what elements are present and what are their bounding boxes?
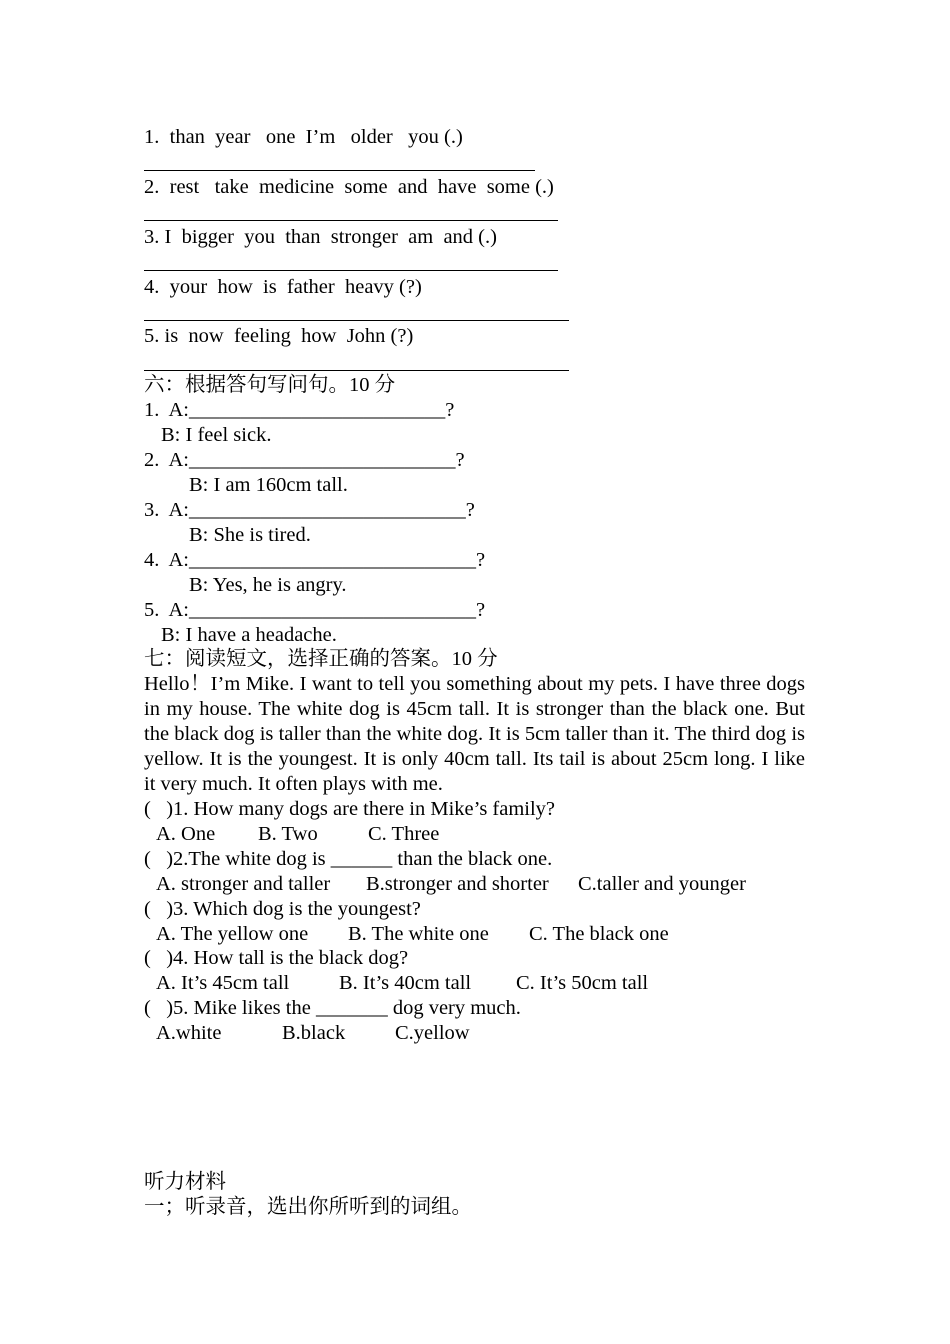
answer-line-4[interactable] [144,320,569,321]
option-5c[interactable]: C.yellow [395,1022,470,1044]
q-end: ? [455,449,465,471]
section6-a2: B: I am 160cm tall. [189,474,348,496]
option-3c[interactable]: C. The black one [529,923,669,945]
ordering-item-3: 3. I bigger you than stronger am and (.) [144,226,497,248]
option-1b[interactable]: B. Two [258,823,318,845]
section6-a1: B: I feel sick. [161,424,272,446]
q-label: 5. A: [144,599,189,621]
question-5: ( )5. Mike likes the _______ dog very much. [144,997,521,1019]
q-label: 1. A: [144,399,189,421]
answer-line-5[interactable] [144,370,569,371]
answer-blank[interactable]: __________________________ [189,449,456,471]
answer-line-3[interactable] [144,270,558,271]
section6-q4 [144,548,485,573]
section6-a5: B: I have a headache. [161,624,337,646]
answer-blank[interactable]: _________________________ [189,399,446,421]
section6-q2 [144,448,465,473]
q-label: 4. A: [144,549,189,571]
option-3b[interactable]: B. The white one [348,923,489,945]
q-end: ? [445,399,455,421]
option-1c[interactable]: C. Three [368,823,440,845]
option-1a[interactable]: A. One [156,823,216,845]
option-2a[interactable]: A. stronger and taller [156,873,331,895]
q-label: 2. A: [144,449,189,471]
section6-heading: 六：根据答句写问句。10 分 [144,374,396,396]
answer-blank[interactable]: ____________________________ [189,599,476,621]
option-4c[interactable]: C. It’s 50cm tall [516,972,649,994]
option-2c[interactable]: C.taller and younger [578,873,746,895]
listening-item-1: 一；听录音，选出你所听到的词组。 [144,1196,472,1218]
section6-q5 [144,598,485,623]
q-label: 3. A: [144,499,189,521]
question-4: ( )4. How tall is the black dog? [144,947,409,969]
answer-line-2[interactable] [144,220,558,221]
question-2: ( )2.The white dog is ______ than the black one. [144,848,553,870]
ordering-item-4: 4. your how is father heavy (?) [144,276,422,298]
option-4b[interactable]: B. It’s 40cm tall [339,972,472,994]
ordering-item-5: 5. is now feeling how John (?) [144,325,414,347]
section7-heading: 七：阅读短文，选择正确的答案。10 分 [144,648,498,670]
answer-blank[interactable]: ____________________________ [189,549,476,571]
question-1: ( )1. How many dogs are there in Mike’s family? [144,798,556,820]
section6-q1 [144,398,454,423]
option-5a[interactable]: A.white [156,1022,222,1044]
answer-blank[interactable]: ___________________________ [189,499,466,521]
q-end: ? [476,549,486,571]
ordering-item-1: 1. than year one I’m older you (.) [144,126,463,148]
answer-line-1[interactable] [144,170,535,171]
option-3a[interactable]: A. The yellow one [156,923,309,945]
reading-passage: Hello！I’m Mike. I want to tell you something about my pets. I have three dogs in my house. The white dog is 45cm tall. It is stronger than the black one. But the black dog is taller than the white dog. It is 5cm taller than it. The third dog is yellow. It is the youngest. It is only 40cm tall. Its tail is about 25cm long. I like it very much. It often plays with me. [144,673,805,795]
q-end: ? [476,599,486,621]
listening-title: 听力材料 [144,1171,226,1193]
option-4a[interactable]: A. It’s 45cm tall [156,972,290,994]
section6-a3: B: She is tired. [189,524,311,546]
ordering-item-2: 2. rest take medicine some and have some (.) [144,176,554,198]
question-3: ( )3. Which dog is the youngest? [144,898,421,920]
option-5b[interactable]: B.black [282,1022,346,1044]
q-end: ? [465,499,475,521]
section6-q3 [144,498,475,523]
option-2b[interactable]: B.stronger and shorter [366,873,549,895]
section6-a4: B: Yes, he is angry. [189,574,347,596]
